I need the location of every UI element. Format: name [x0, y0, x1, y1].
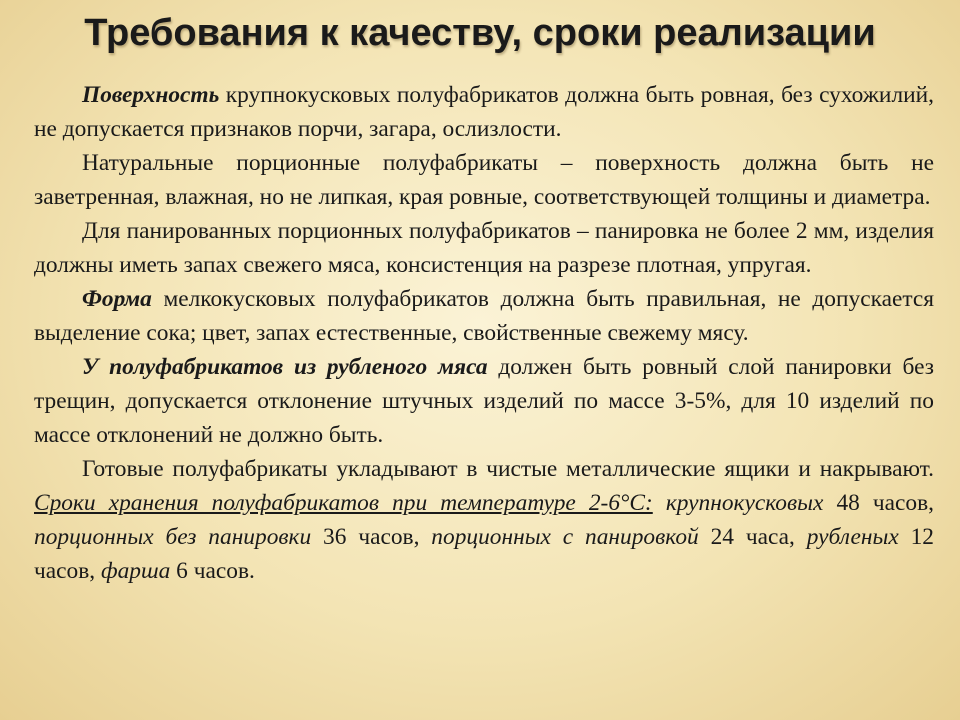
paragraph-minced-meat — [34, 350, 934, 452]
slide-body — [34, 78, 934, 588]
storage-label-large-pieces: крупнокусковых — [652, 490, 824, 516]
storage-label-chopped: рубленых — [794, 524, 899, 550]
paragraph-storage — [34, 452, 934, 588]
paragraph-natural-portion — [34, 146, 934, 214]
storage-label-portion-plain: порционных без панировки — [34, 524, 312, 550]
paragraph-minced-meat-lead: У полуфабрикатов из рубленого мяса — [82, 354, 488, 380]
paragraph-shape-text: мелкокусковых полуфабрикатов должна быть правильная, не допускается выделение сока; цвет, запах естественные, свойственные свежему мясу. — [34, 286, 934, 346]
paragraph-breaded-portion — [34, 214, 934, 282]
paragraph-shape-lead: Форма — [82, 286, 152, 312]
paragraph-storage-text: Готовые полуфабрикаты укладывают в чистые металлические ящики и накрывают. — [82, 456, 934, 482]
storage-label-portion-breaded: порционных с панировкой — [419, 524, 699, 550]
storage-heading: Сроки хранения полуфабрикатов при температуре 2-6°С: — [34, 490, 653, 516]
storage-value-large-pieces: 48 часов, — [823, 490, 935, 516]
paragraph-surface-lead: Поверхность — [82, 82, 220, 108]
storage-value-chopped: 12 часов, — [34, 524, 934, 584]
paragraph-natural-portion-text: Натуральные порционные полуфабрикаты – поверхность должна быть не заветренная, влажная, но не липкая, края ровные, соответствующей толщины и диаметра. — [34, 150, 934, 210]
paragraph-surface-text: крупнокусковых полуфабрикатов должна быть ровная, без сухожилий, не допускается признаков порчи, загара, ослизлости. — [34, 82, 934, 142]
storage-value-portion-plain: 36 часов, — [311, 524, 420, 550]
storage-label-mince: фарша — [95, 558, 171, 584]
paragraph-shape — [34, 282, 934, 350]
storage-value-mince: 6 часов. — [170, 558, 255, 584]
paragraph-minced-meat-text: должен быть ровный слой панировки без трещин, допускается отклонение штучных изделий по массе 3-5%, для 10 изделий по массе отклонений не должно быть. — [34, 354, 934, 448]
paragraph-breaded-portion-text: Для панированных порционных полуфабрикатов – панировка не более 2 мм, изделия должны иметь запах свежего мяса, консистенция на разрезе плотная, упругая. — [34, 218, 934, 278]
paragraph-surface — [34, 78, 934, 146]
slide-title: Требования к качеству, сроки реализации — [84, 12, 876, 54]
storage-value-portion-breaded: 24 часа, — [698, 524, 795, 550]
